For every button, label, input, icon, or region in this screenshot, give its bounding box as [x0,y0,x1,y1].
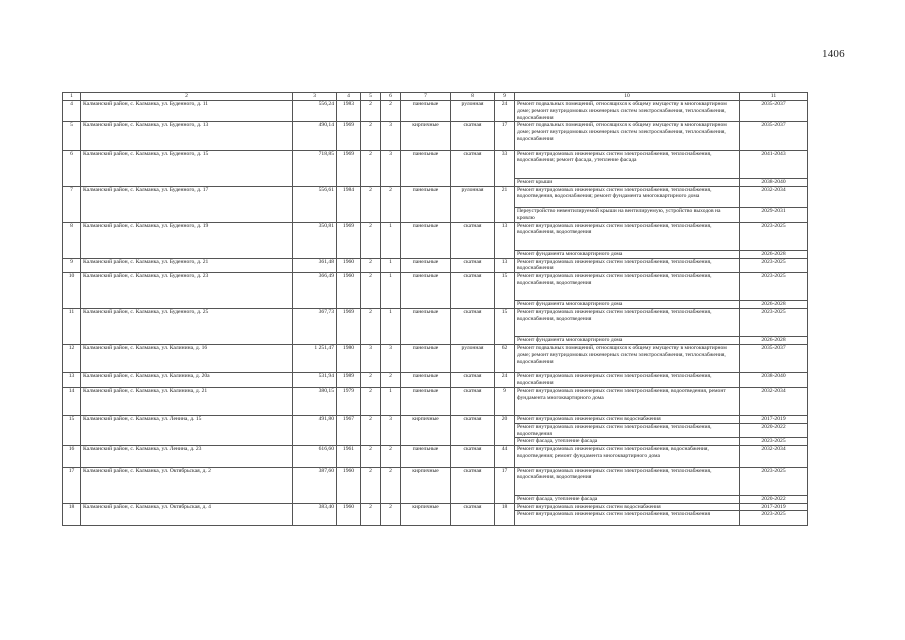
table-row [63,122,808,150]
year-cell: 1961 [337,446,361,467]
floors-cell: 2 [361,373,381,388]
roof-type-cell: скатная [451,416,495,446]
wall-material-cell: кирпичные [401,122,451,150]
row-number: 15 [63,416,81,446]
column-header: 5 [361,93,381,101]
period-cell: 2032-2034 [740,446,808,467]
address-cell: Калманский район, с. Калманка, ул. Буденного, д. 17 [81,186,293,222]
floors-cell: 2 [361,122,381,150]
entrances-cell: 1 [381,258,401,273]
work-description-cell: Ремонт внутридомовых инженерных систем электроснабжения, теплоснабжения, водоснабжения, водоотведения [515,222,740,250]
residents-cell: 24 [495,373,515,388]
row-number: 7 [63,186,81,222]
residents-cell: 17 [495,467,515,503]
area-cell: 380,15 [293,387,337,415]
work-description-cell: Ремонт внутридомовых инженерных систем электроснабжения, теплоснабжения, водоотведения, водоснабжения; ремонт фундамента многоквартирного дома [515,186,740,207]
address-cell: Калманский район, с. Калманка, ул. Калинина, д. 20а [81,373,293,388]
table-row [63,186,808,207]
area-cell: 383,40 [293,503,337,525]
table-body [63,101,808,526]
area-cell: 616,60 [293,446,337,467]
residents-cell: 62 [495,345,515,373]
period-cell: 2029-2031 [740,207,808,222]
floors-cell: 2 [361,503,381,525]
floors-cell: 2 [361,222,381,258]
address-cell: Калманский район, с. Калманка, ул. Буденного, д. 13 [81,122,293,150]
address-cell: Калманский район, с. Калманка, ул. Октябрьская, д. 4 [81,503,293,525]
area-cell: 387,60 [293,467,337,503]
work-description-cell: Переустройство невентилируемой крыши на вентилируемую, устройство выходов на кровлю [515,207,740,222]
entrances-cell: 1 [381,273,401,309]
wall-material-cell: панельные [401,345,451,373]
entrances-cell: 3 [381,416,401,446]
address-cell: Калманский район, с. Калманка, ул. Буденного, д. 25 [81,309,293,345]
entrances-cell: 3 [381,345,401,373]
floors-cell: 2 [361,387,381,415]
year-cell: 1980 [337,345,361,373]
work-description-cell: Ремонт подвальных помещений, относящихся к общему имуществу в многоквартирном доме; ремонт внутридомовых инженерных систем электроснабжения, теплоснабжения, водоснабжения [515,122,740,150]
row-number: 16 [63,446,81,467]
period-cell: 2017-2019 [740,416,808,424]
work-description-cell: Ремонт подвальных помещений, относящихся к общему имуществу в многоквартирном доме; ремонт внутридомовых инженерных систем электроснабжения, теплоснабжения, водоснабжения [515,101,740,122]
period-cell: 2041-2043 [740,150,808,178]
table-row [63,345,808,373]
row-number: 13 [63,373,81,388]
period-cell: 2023-2025 [740,222,808,250]
wall-material-cell: панельные [401,101,451,122]
year-cell: 1969 [337,150,361,186]
area-cell: 718,85 [293,150,337,186]
column-header: 1 [63,93,81,101]
floors-cell: 2 [361,416,381,446]
roof-type-cell: скатная [451,222,495,258]
work-description-cell: Ремонт внутридомовых инженерных систем электроснабжения, теплоснабжения, водоснабжения [515,258,740,273]
column-header: 10 [515,93,740,101]
address-cell: Калманский район, с. Калманка, ул. Ленина, д. 15 [81,416,293,446]
housing-repair-table [62,92,808,526]
table-row [63,446,808,467]
year-cell: 1960 [337,467,361,503]
address-cell: Калманский район, с. Калманка, ул. Буденного, д. 19 [81,222,293,258]
column-header: 4 [337,93,361,101]
column-header: 6 [381,93,401,101]
residents-cell: 13 [495,222,515,258]
work-description-cell: Ремонт внутридомовых инженерных систем электроснабжения, теплоснабжения, водоснабжения; ремонт фасада, утепление фасада [515,150,740,178]
entrances-cell: 1 [381,309,401,345]
roof-type-cell: скатная [451,373,495,388]
work-description-cell: Ремонт внутридомовых инженерных систем электроснабжения, теплоснабжения, водоснабжения [515,373,740,388]
column-header: 2 [81,93,293,101]
address-cell: Калманский район, с. Калманка, ул. Калинина, д. 16 [81,345,293,373]
row-number: 5 [63,122,81,150]
work-description-cell: Ремонт крыши [515,178,740,186]
period-cell: 2032-2034 [740,186,808,207]
address-cell: Калманский район, с. Калманка, ул. Буденного, д. 15 [81,150,293,186]
table-row [63,467,808,495]
work-description-cell: Ремонт внутридомовых инженерных систем электроснабжения, теплоснабжения, водоснабжения, водоотведения [515,309,740,337]
residents-cell: 21 [495,186,515,222]
year-cell: 1960 [337,273,361,309]
period-cell: 2023-2025 [740,273,808,301]
roof-type-cell: рулонная [451,186,495,222]
work-description-cell: Ремонт фундамента многоквартирного дома [515,337,740,345]
residents-cell: 17 [495,122,515,150]
wall-material-cell: панельные [401,186,451,222]
area-cell: 556,61 [293,186,337,222]
period-cell: 2023-2025 [740,511,808,526]
period-cell: 2023-2025 [740,467,808,495]
address-cell: Калманский район, с. Калманка, ул. Буденного, д. 21 [81,258,293,273]
wall-material-cell: панельные [401,150,451,186]
period-cell: 2035-2037 [740,345,808,373]
work-description-cell: Ремонт внутридомовых инженерных систем водоснабжения [515,503,740,511]
work-description-cell: Ремонт внутридомовых инженерных систем электроснабжения, теплоснабжения, водоснабжения, водоотведения [515,467,740,495]
wall-material-cell: кирпичные [401,416,451,446]
year-cell: 1979 [337,387,361,415]
area-cell: 491,80 [293,416,337,446]
work-description-cell: Ремонт внутридомовых инженерных систем электроснабжения, водоотведения, ремонт фундамента многоквартирного дома [515,387,740,415]
wall-material-cell: панельные [401,309,451,345]
address-cell: Калманский район, с. Калманка, ул. Октябрьская, д. 2 [81,467,293,503]
roof-type-cell: скатная [451,150,495,186]
work-description-cell: Ремонт внутридомовых инженерных систем водоснабжения [515,416,740,424]
column-header: 8 [451,93,495,101]
entrances-cell: 3 [381,122,401,150]
year-cell: 1960 [337,503,361,525]
work-description-cell: Ремонт фасада, утепление фасада [515,438,740,446]
area-cell: 367,73 [293,309,337,345]
residents-cell: 15 [495,309,515,345]
work-description-cell: Ремонт фасада, утепление фасада [515,495,740,503]
entrances-cell: 1 [381,387,401,415]
entrances-cell: 2 [381,503,401,525]
header-row [63,93,808,101]
roof-type-cell: скатная [451,309,495,345]
period-cell: 2026-2028 [740,301,808,309]
row-number: 4 [63,101,81,122]
floors-cell: 2 [361,467,381,503]
floors-cell: 2 [361,446,381,467]
column-header: 3 [293,93,337,101]
address-cell: Калманский район, с. Калманка, ул. Буденного, д. 11 [81,101,293,122]
address-cell: Калманский район, с. Калманка, ул. Калинина, д. 21 [81,387,293,415]
table-row [63,150,808,178]
year-cell: 1967 [337,416,361,446]
floors-cell: 2 [361,273,381,309]
residents-cell: 9 [495,387,515,415]
roof-type-cell: скатная [451,273,495,309]
residents-cell: 15 [495,273,515,309]
floors-cell: 2 [361,258,381,273]
year-cell: 1989 [337,373,361,388]
period-cell: 2038-2040 [740,178,808,186]
year-cell: 1969 [337,122,361,150]
period-cell: 2026-2028 [740,337,808,345]
wall-material-cell: панельные [401,373,451,388]
period-cell: 2020-2022 [740,423,808,438]
table-row [63,503,808,511]
area-cell: 1 251,47 [293,345,337,373]
period-cell: 2023-2025 [740,309,808,337]
period-cell: 2035-2037 [740,101,808,122]
residents-cell: 18 [495,503,515,525]
wall-material-cell: панельные [401,387,451,415]
row-number: 6 [63,150,81,186]
period-cell: 2023-2025 [740,438,808,446]
period-cell: 2020-2022 [740,495,808,503]
wall-material-cell: панельные [401,446,451,467]
row-number: 11 [63,309,81,345]
row-number: 12 [63,345,81,373]
residents-cell: 24 [495,101,515,122]
table-row [63,416,808,424]
residents-cell: 13 [495,258,515,273]
work-description-cell: Ремонт внутридомовых инженерных систем электроснабжения, теплоснабжения, водоснабжения, водоотведения [515,273,740,301]
period-cell: 2017-2019 [740,503,808,511]
work-description-cell: Ремонт внутридомовых инженерных систем электроснабжения, теплоснабжения, водоотведения [515,423,740,438]
residents-cell: 20 [495,416,515,446]
row-number: 9 [63,258,81,273]
roof-type-cell: скатная [451,467,495,503]
row-number: 14 [63,387,81,415]
period-cell: 2026-2028 [740,250,808,258]
work-description-cell: Ремонт фундамента многоквартирного дома [515,250,740,258]
roof-type-cell: скатная [451,387,495,415]
area-cell: 490,14 [293,122,337,150]
floors-cell: 3 [361,345,381,373]
floors-cell: 2 [361,309,381,345]
residents-cell: 44 [495,446,515,467]
area-cell: 556,24 [293,101,337,122]
roof-type-cell: рулонная [451,345,495,373]
wall-material-cell: кирпичные [401,503,451,525]
roof-type-cell: скатная [451,446,495,467]
wall-material-cell: кирпичные [401,467,451,503]
area-cell: 361,48 [293,258,337,273]
roof-type-cell: скатная [451,122,495,150]
wall-material-cell: панельные [401,222,451,258]
table-row [63,387,808,415]
address-cell: Калманский район, с. Калманка, ул. Ленина, д. 23 [81,446,293,467]
row-number: 8 [63,222,81,258]
row-number: 17 [63,467,81,503]
entrances-cell: 2 [381,101,401,122]
entrances-cell: 2 [381,467,401,503]
year-cell: 1983 [337,101,361,122]
period-cell: 2038-2040 [740,373,808,388]
table-row [63,101,808,122]
table-row [63,373,808,388]
work-description-cell: Ремонт внутридомовых инженерных систем электроснабжения, водоснабжения, водоотведения; ремонт фундамента многоквартирного дома [515,446,740,467]
period-cell: 2023-2025 [740,258,808,273]
floors-cell: 2 [361,186,381,222]
area-cell: 531,94 [293,373,337,388]
residents-cell: 33 [495,150,515,186]
area-cell: 350,81 [293,222,337,258]
work-description-cell: Ремонт фундамента многоквартирного дома [515,301,740,309]
year-cell: 1969 [337,222,361,258]
table-row [63,258,808,273]
wall-material-cell: панельные [401,258,451,273]
roof-type-cell: скатная [451,258,495,273]
row-number: 10 [63,273,81,309]
page-number: 1406 [822,48,845,60]
entrances-cell: 3 [381,150,401,186]
column-header: 7 [401,93,451,101]
roof-type-cell: скатная [451,503,495,525]
row-number: 18 [63,503,81,525]
area-cell: 366,49 [293,273,337,309]
floors-cell: 2 [361,101,381,122]
work-description-cell: Ремонт внутридомовых инженерных систем электроснабжения, теплоснабжения [515,511,740,526]
wall-material-cell: панельные [401,273,451,309]
period-cell: 2032-2034 [740,387,808,415]
column-header: 11 [740,93,808,101]
table-row [63,309,808,337]
year-cell: 1969 [337,309,361,345]
entrances-cell: 1 [381,222,401,258]
year-cell: 1984 [337,186,361,222]
entrances-cell: 2 [381,373,401,388]
address-cell: Калманский район, с. Калманка, ул. Буденного, д. 23 [81,273,293,309]
entrances-cell: 2 [381,446,401,467]
table-row [63,222,808,250]
entrances-cell: 2 [381,186,401,222]
floors-cell: 2 [361,150,381,186]
period-cell: 2035-2037 [740,122,808,150]
year-cell: 1960 [337,258,361,273]
column-header: 9 [495,93,515,101]
roof-type-cell: рулонная [451,101,495,122]
table-row [63,273,808,301]
work-description-cell: Ремонт подвальных помещений, относящихся к общему имуществу в многоквартирном доме; ремонт внутридомовых инженерных систем электроснабжения, теплоснабжения, водоснабжения [515,345,740,373]
